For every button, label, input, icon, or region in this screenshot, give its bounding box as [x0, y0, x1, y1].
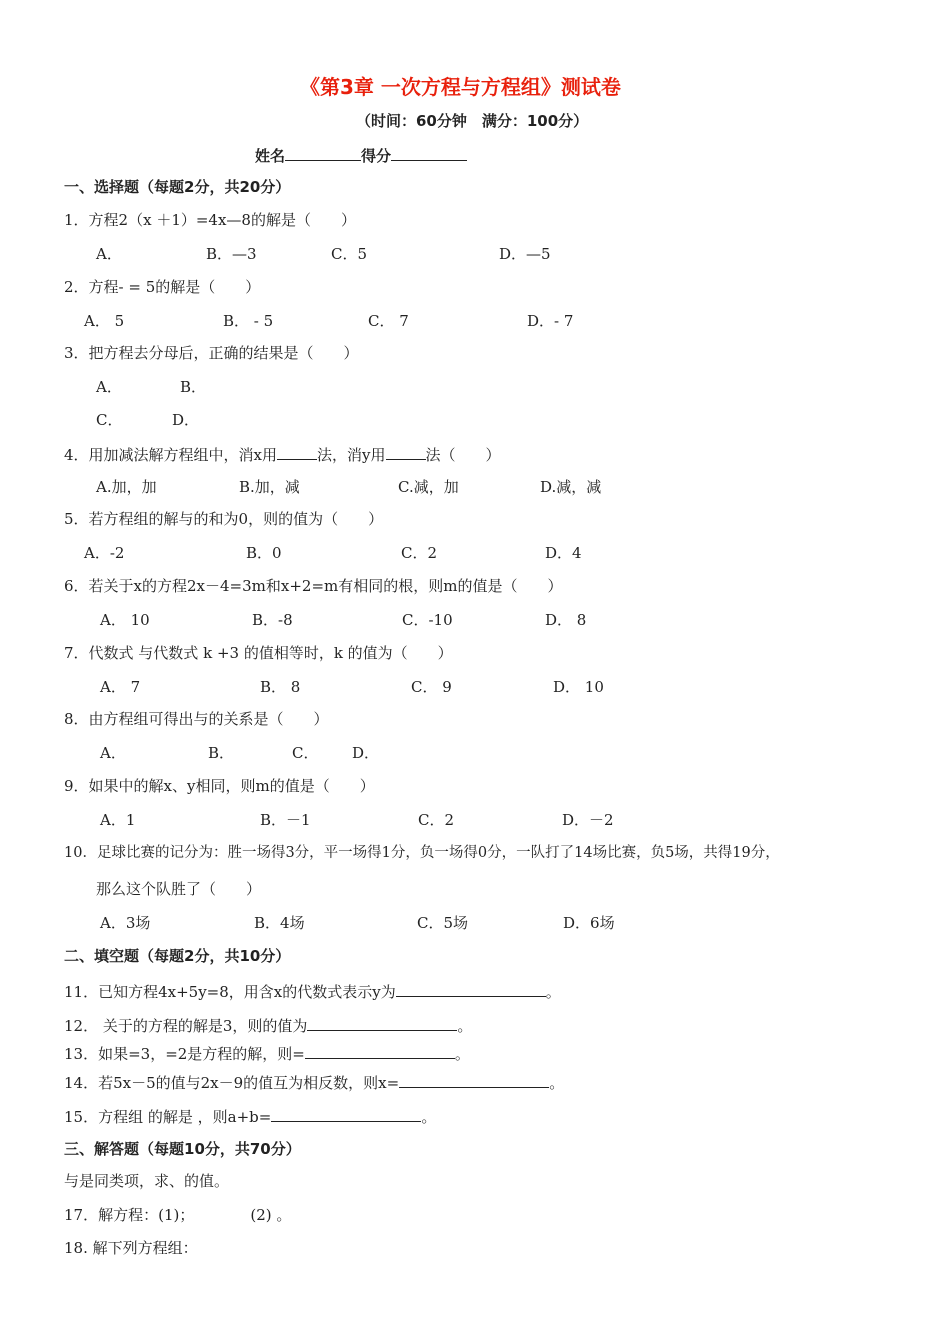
q4-option-b: B.加，减 [239, 478, 300, 496]
q9-option-c: C．2 [418, 811, 455, 829]
q14-end: 。 [549, 1074, 565, 1092]
q2-option-d: D．- 7 [527, 312, 574, 330]
question-2: 2．方程- = 5的解是（ ） [64, 278, 261, 296]
q7-option-a: A． 7 [100, 678, 141, 696]
q5-option-c: C．2 [401, 544, 438, 562]
q8-option-b: B． [208, 744, 235, 762]
q13-blank[interactable] [305, 1045, 455, 1059]
name-label: 姓名 [255, 147, 286, 165]
q6-option-a: A． 10 [100, 611, 150, 629]
score-label: 得分 [361, 147, 392, 165]
question-5: 5．若方程组的解与的和为0，则的值为（ ） [64, 510, 384, 528]
q10-option-a: A．3场 [100, 914, 151, 932]
q5-option-d: D．4 [545, 544, 582, 562]
q4-option-a: A.加，加 [96, 478, 157, 496]
q14-text: 14．若5x－5的值与2x－9的值互为相反数，则x= [64, 1074, 400, 1092]
q17-part-2: (2) 。 [250, 1206, 292, 1224]
question-6: 6．若关于x的方程2x－4=3m和x+2=m有相同的根，则m的值是（ ） [64, 577, 563, 595]
q5-option-a: A．-2 [84, 544, 125, 562]
q3-option-d: D． [172, 411, 200, 429]
question-15 [64, 1108, 436, 1125]
q3-option-c: C． [96, 411, 123, 429]
q15-text: 15．方程组 的解是 ，则a+b= [64, 1108, 272, 1126]
q4-text-3: 法（ ） [425, 446, 501, 464]
q13-text: 13．如果=3，=2是方程的解，则= [64, 1045, 305, 1063]
q8-option-a: A． [100, 744, 126, 762]
section-1-heading: 一、选择题（每题2分，共20分） [64, 178, 291, 196]
q2-option-b: B． - 5 [223, 312, 274, 330]
q15-end: 。 [421, 1108, 437, 1126]
q11-blank[interactable] [396, 983, 546, 997]
name-score-line [255, 147, 467, 164]
q3-option-a: A． [96, 378, 122, 396]
q8-option-d: D． [352, 744, 380, 762]
q3-option-b: B． [180, 378, 207, 396]
question-8: 8．由方程组可得出与的关系是（ ） [64, 710, 329, 728]
q9-option-b: B．－1 [260, 811, 311, 829]
q11-end: 。 [545, 983, 561, 1001]
q4-blank-1[interactable] [277, 446, 317, 460]
q6-option-d: D． 8 [545, 611, 587, 629]
q4-option-d: D.减，减 [540, 478, 602, 496]
question-13 [64, 1045, 470, 1062]
q4-text-1: 4．用加减法解方程组中，消x用 [64, 446, 278, 464]
q14-blank[interactable] [399, 1074, 549, 1088]
q13-end: 。 [454, 1045, 470, 1063]
question-10-cont: 那么这个队胜了（ ） [96, 880, 262, 898]
question-1: 1．方程2（x ＋1）=4x—8的解是（ ） [64, 211, 356, 229]
q10-option-d: D．6场 [563, 914, 615, 932]
q4-blank-2[interactable] [386, 446, 426, 460]
q12-text: 12． 关于的方程的解是3，则的值为 [64, 1017, 308, 1035]
q1-option-a: A． [96, 245, 122, 263]
question-3: 3．把方程去分母后，正确的结果是（ ） [64, 344, 359, 362]
q4-text-2: 法，消y用 [317, 446, 386, 464]
q7-option-b: B． 8 [260, 678, 301, 696]
question-16: 与是同类项，求、的值。 [64, 1172, 230, 1190]
q10-option-c: C．5场 [417, 914, 469, 932]
question-10: 10．足球比赛的记分为：胜一场得3分，平一场得1分，负一场得0分，一队打了14场比赛，负5场，共得19分， [64, 845, 780, 861]
question-9: 9．如果中的解x、y相同，则m的值是（ ） [64, 777, 375, 795]
page-title: 《第3章 一次方程与方程组》测试卷 [300, 75, 621, 99]
q1-option-b: B．—3 [206, 245, 257, 263]
q10-option-b: B．4场 [254, 914, 305, 932]
q2-option-c: C． 7 [368, 312, 409, 330]
q9-option-a: A．1 [100, 811, 136, 829]
q8-option-c: C． [292, 744, 319, 762]
exam-info: （时间：60分钟 满分：100分） [356, 112, 589, 130]
q2-option-a: A． 5 [84, 312, 125, 330]
name-blank[interactable] [285, 147, 361, 161]
question-7: 7．代数式 与代数式 k +3 的值相等时，k 的值为（ ） [64, 644, 453, 662]
q12-end: 。 [457, 1017, 473, 1035]
q1-option-d: D．—5 [499, 245, 551, 263]
section-2-heading: 二、填空题（每题2分，共10分） [64, 947, 291, 965]
question-4 [64, 446, 501, 463]
question-11 [64, 983, 561, 1000]
q15-blank[interactable] [271, 1108, 421, 1122]
q7-option-d: D． 10 [553, 678, 604, 696]
score-blank[interactable] [391, 147, 467, 161]
q6-option-b: B．-8 [252, 611, 293, 629]
q5-option-b: B．0 [246, 544, 282, 562]
question-17 [64, 1208, 291, 1223]
question-18: 18. 解下列方程组： [64, 1239, 198, 1257]
question-12 [64, 1017, 472, 1034]
q4-option-c: C.减，加 [398, 478, 459, 496]
section-3-heading: 三、解答题（每题10分，共70分） [64, 1140, 301, 1158]
q12-blank[interactable] [307, 1017, 457, 1031]
q7-option-c: C． 9 [411, 678, 452, 696]
q11-text: 11．已知方程4x+5y=8，用含x的代数式表示y为 [64, 983, 396, 1001]
q6-option-c: C．-10 [402, 611, 453, 629]
q9-option-d: D．－2 [562, 811, 614, 829]
q1-option-c: C．5 [331, 245, 368, 263]
q17-part-1: 17．解方程：(1)； [64, 1206, 195, 1224]
question-14 [64, 1074, 564, 1091]
